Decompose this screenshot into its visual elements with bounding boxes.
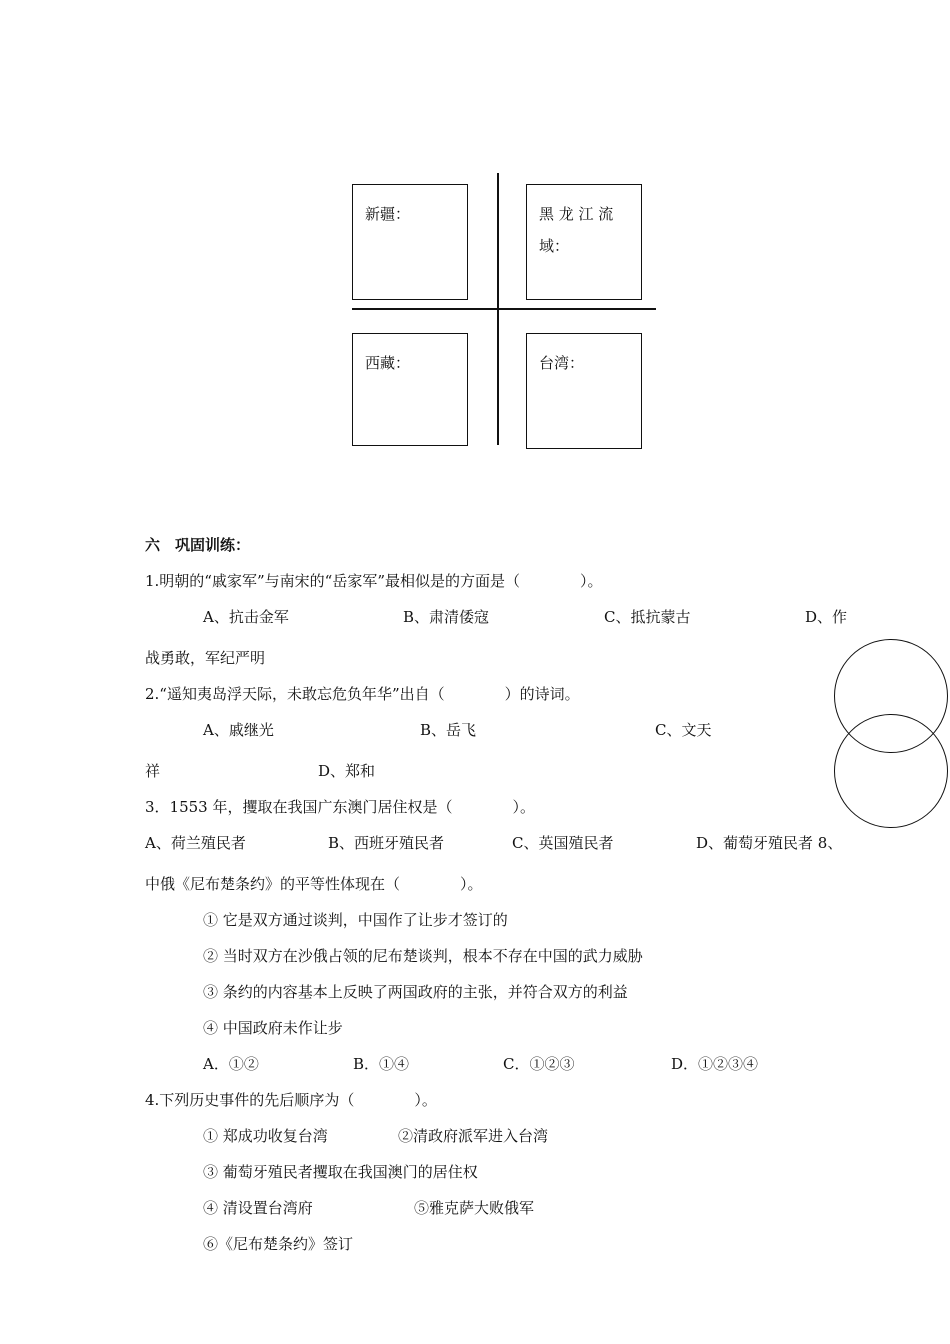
heilongjiang-label-line2: 域：	[539, 237, 570, 255]
q2-option-c: C、文天	[655, 721, 712, 739]
q1-option-d-cont: 战勇敢，军纪严明	[145, 649, 266, 667]
q2-option-d: D、郑和	[318, 762, 376, 780]
q4-event-1: ① 郑成功收复台湾	[203, 1127, 328, 1145]
q4-event-3: ③ 葡萄牙殖民者攫取在我国澳门的居住权	[203, 1163, 478, 1181]
xinjiang-label: 新疆：	[365, 205, 411, 223]
q8-statement-4: ④ 中国政府未作让步	[203, 1019, 343, 1037]
q4-event-5: ⑤雅克萨大败俄军	[414, 1199, 535, 1217]
circle-bottom	[834, 714, 948, 828]
horizontal-divider	[352, 308, 656, 310]
q3-option-d: D、葡萄牙殖民者 8、	[696, 834, 843, 852]
q3-option-c: C、英国殖民者	[512, 834, 614, 852]
q8-option-a: A．①②	[203, 1055, 259, 1073]
q4-event-6: ⑥《尼布楚条约》签订	[203, 1235, 354, 1253]
section-title: 六 巩固训练：	[145, 536, 251, 554]
q1-option-a: A、抗击金军	[203, 608, 289, 626]
q1-option-c: C、抵抗蒙古	[604, 608, 691, 626]
q1-stem: 1.明朝的“戚家军”与南宋的“岳家军”最相似是的方面是（ ）。	[145, 572, 603, 590]
q8-statement-3: ③ 条约的内容基本上反映了两国政府的主张，并符合双方的利益	[203, 983, 628, 1001]
q8-option-b: B．①④	[353, 1055, 410, 1073]
q1-option-b: B、肃清倭寇	[403, 608, 490, 626]
q2-option-b: B、岳飞	[420, 721, 477, 739]
q2-option-c-cont: 祥	[145, 762, 161, 780]
q8-option-d: D．①②③④	[671, 1055, 759, 1073]
q3-stem: 3．1553 年，攫取在我国广东澳门居住权是（ ）。	[145, 798, 535, 816]
q8-statement-2: ② 当时双方在沙俄占领的尼布楚谈判，根本不存在中国的武力威胁	[203, 947, 643, 965]
q2-option-a: A、戚继光	[203, 721, 274, 739]
q4-stem: 4.下列历史事件的先后顺序为（ ）。	[145, 1091, 437, 1109]
taiwan-label: 台湾：	[539, 354, 585, 372]
q4-event-4: ④ 清设置台湾府	[203, 1199, 313, 1217]
q2-stem: 2.“遥知夷岛浮天际，未敢忘危负年华”出自（ ）的诗词。	[145, 685, 580, 703]
q1-option-d: D、作	[805, 608, 848, 626]
xizang-label: 西藏：	[365, 354, 411, 372]
q8-stem: 中俄《尼布楚条约》的平等性体现在（ ）。	[145, 875, 483, 893]
q4-event-2: ②清政府派军进入台湾	[398, 1127, 549, 1145]
q3-option-b: B、西班牙殖民者	[328, 834, 445, 852]
q8-option-c: C．①②③	[503, 1055, 575, 1073]
q8-statement-1: ① 它是双方通过谈判，中国作了让步才签订的	[203, 911, 508, 929]
heilongjiang-label-line1: 黑 龙 江 流	[539, 205, 614, 223]
q3-option-a: A、荷兰殖民者	[145, 834, 246, 852]
